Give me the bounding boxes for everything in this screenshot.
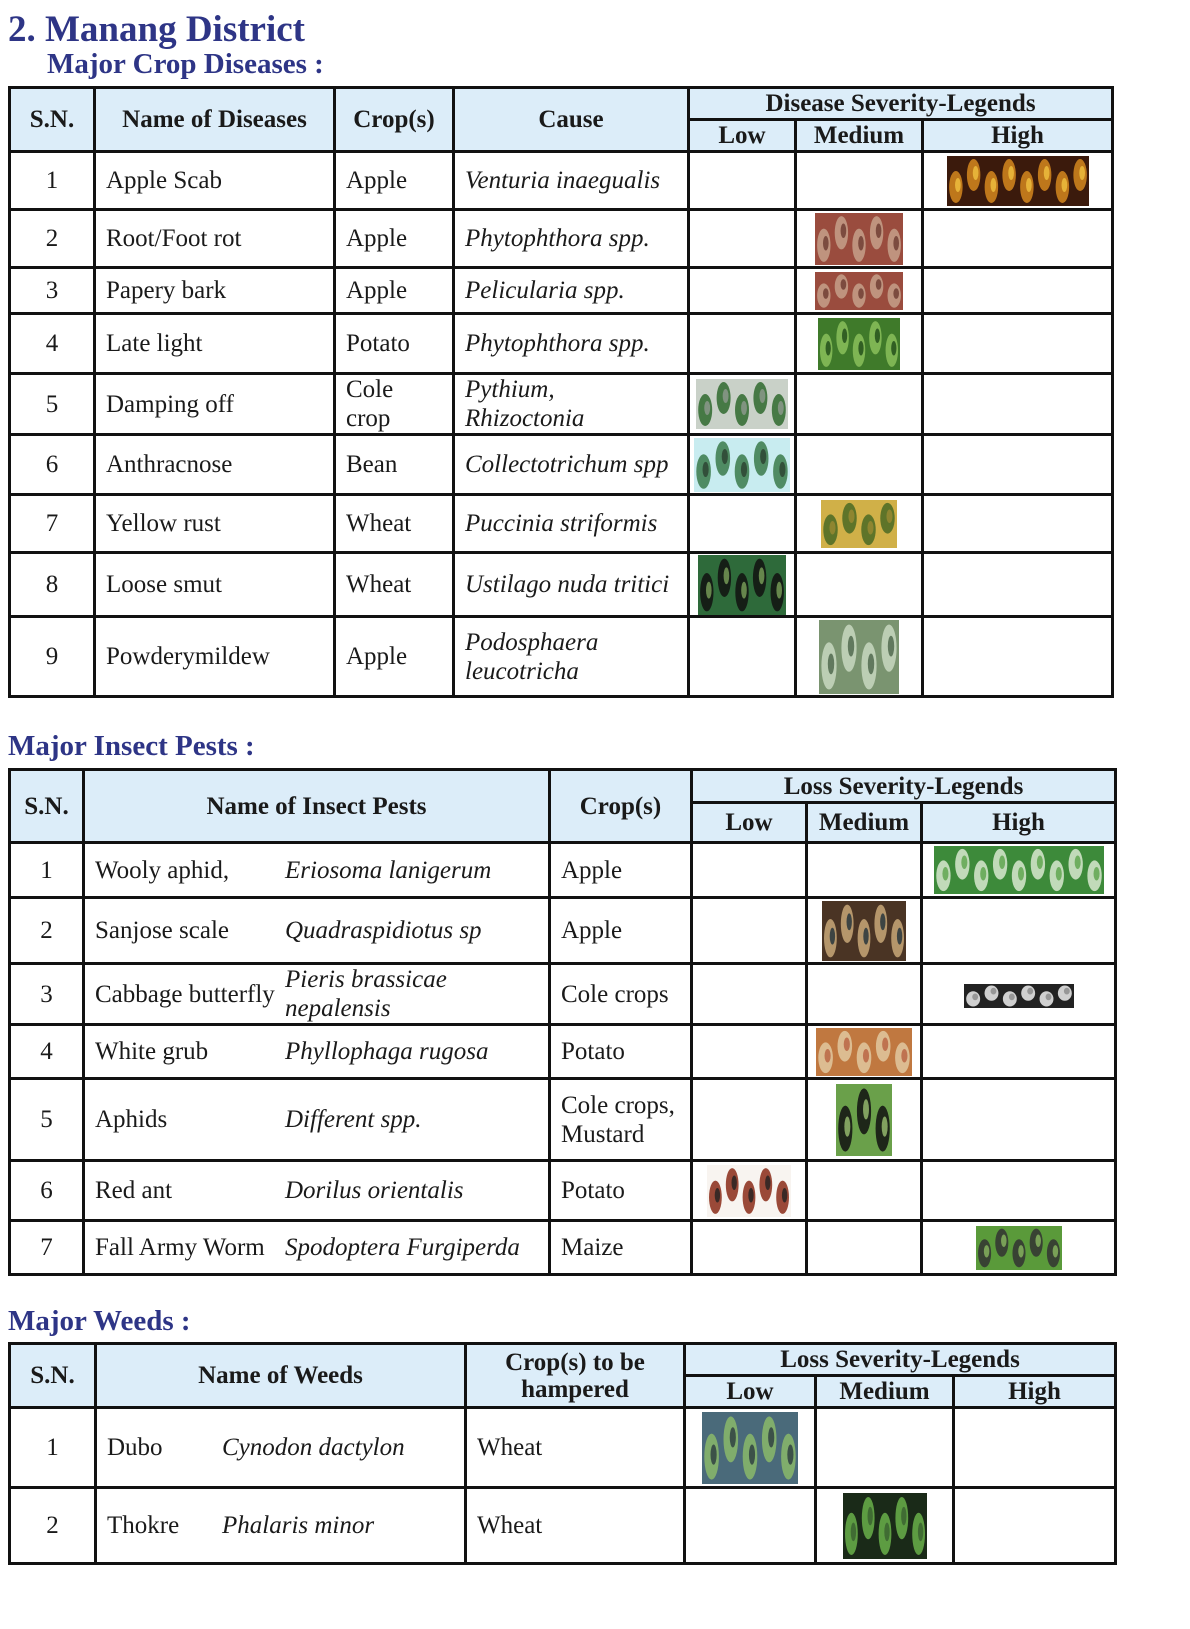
common-name: Sanjose scale [95,917,229,944]
common-name: Wooly aphid, [95,856,230,884]
severity-high-cell [922,1079,1116,1161]
col-low: Low [692,803,807,843]
row-sn: 7 [10,1221,84,1275]
col-sn: S.N. [10,1344,96,1408]
severity-low-cell [689,617,796,697]
col-sn: S.N. [10,88,95,152]
crop: Apple [335,210,454,268]
pod-photo-icon [694,438,790,492]
col-crop: Crop(s) [335,88,454,152]
scale-photo-icon [822,901,906,961]
row-sn: 2 [10,1488,96,1564]
blades-photo-icon [843,1493,927,1559]
pest-row [10,1221,1116,1275]
row-sn: 7 [10,495,95,553]
disease-name: Powderymildew [95,617,335,697]
weed-name [96,1488,466,1564]
common-name: Red ant [95,1177,173,1204]
crop: Cole crop [335,374,454,435]
row-sn: 6 [10,435,95,495]
row-sn: 2 [10,210,95,268]
cause: Collectotrichum spp [454,435,689,495]
weed-row [10,1488,1116,1564]
severity-medium-cell [807,964,922,1025]
row-sn: 5 [10,1079,84,1161]
severity-medium-cell [796,553,923,617]
row-sn: 8 [10,553,95,617]
bark-photo-icon [815,272,903,310]
severity-low-cell [685,1488,816,1564]
severity-low-cell [692,898,807,964]
severity-medium-cell [796,435,923,495]
cause: Puccinia striformis [454,495,689,553]
severity-low-cell [689,268,796,314]
crop: Cole crops [550,964,692,1025]
severity-high-cell [923,210,1113,268]
scientific-name: Phyllophaga rugosa [285,1038,489,1065]
severity-low-cell [689,374,796,435]
disease-name: Late light [95,314,335,374]
severity-low-cell [689,210,796,268]
grub-photo-icon [816,1028,912,1076]
disease-row [10,152,1113,210]
severity-low-cell [692,964,807,1025]
common-name: Fall Army Worm [95,1234,265,1261]
pest-row [10,843,1116,898]
col-sn: S.N. [10,770,84,843]
severity-high-cell [923,495,1113,553]
crop: Potato [335,314,454,374]
row-sn: 3 [10,268,95,314]
disease-name: Damping off [95,374,335,435]
pest-row [10,1025,1116,1079]
col-high: High [954,1376,1116,1408]
pest-row [10,964,1116,1025]
pest-row [10,1079,1116,1161]
crop: Apple [335,617,454,697]
butterfly-photo-icon [964,984,1074,1008]
severity-high-cell [954,1408,1116,1488]
row-sn: 5 [10,374,95,435]
bark-photo-icon [815,213,903,265]
severity-medium-cell [796,495,923,553]
pest-name [84,898,550,964]
weed-row [10,1408,1116,1488]
crop: Wheat [335,553,454,617]
disease-name: Anthracnose [95,435,335,495]
fruit-photo-icon [947,156,1089,206]
disease-row [10,268,1113,314]
diseases-heading: Major Crop Diseases : [47,48,324,80]
col-name: Name of Diseases [95,88,335,152]
ant-photo-icon [707,1165,791,1217]
severity-high-cell [922,1221,1116,1275]
pests-heading: Major Insect Pests : [8,730,255,762]
disease-row [10,435,1113,495]
common-name: Dubo [107,1434,163,1461]
disease-name: Papery bark [95,268,335,314]
scientific-name: Cynodon dactylon [222,1434,405,1461]
disease-row [10,617,1113,697]
col-cause: Cause [454,88,689,152]
crop: Bean [335,435,454,495]
cause: Pythium, Rhizoctonia [454,374,689,435]
severity-medium-cell [807,1221,922,1275]
disease-name: Root/Foot rot [95,210,335,268]
severity-high-cell [923,374,1113,435]
common-name: Aphids [95,1106,168,1133]
severity-low-cell [685,1408,816,1488]
scientific-name: Phalaris minor [222,1512,375,1539]
severity-low-cell [689,553,796,617]
col-severity: Loss Severity-Legends [685,1344,1116,1376]
severity-high-cell [923,435,1113,495]
row-sn: 1 [10,843,84,898]
severity-medium-cell [796,617,923,697]
col-crop: Crop(s) [550,770,692,843]
row-sn: 1 [10,152,95,210]
disease-name: Yellow rust [95,495,335,553]
pest-row [10,898,1116,964]
rust-photo-icon [821,500,897,548]
disease-row [10,495,1113,553]
crop: Apple [335,268,454,314]
pest-name [84,1025,550,1079]
row-sn: 2 [10,898,84,964]
severity-medium-cell [796,374,923,435]
pest-name [84,843,550,898]
severity-medium-cell [807,1161,922,1221]
crop: Apple [550,898,692,964]
col-severity: Disease Severity-Legends [689,88,1113,120]
col-medium: Medium [796,120,923,152]
severity-medium-cell [807,843,922,898]
crop: Apple [335,152,454,210]
severity-high-cell [922,898,1116,964]
severity-high-cell [922,1025,1116,1079]
cause: Ustilago nuda tritici [454,553,689,617]
crop: Apple [550,843,692,898]
severity-low-cell [692,1221,807,1275]
beetle-photo-icon [836,1084,892,1156]
cause: Phytophthora spp. [454,314,689,374]
severity-high-cell [923,152,1113,210]
severity-low-cell [689,435,796,495]
severity-low-cell [692,1161,807,1221]
row-sn: 1 [10,1408,96,1488]
severity-low-cell [689,314,796,374]
severity-high-cell [923,617,1113,697]
severity-medium-cell [807,1025,922,1079]
crop: Cole crops, Mustard [550,1079,692,1161]
pest-name [84,1221,550,1275]
severity-low-cell [692,1025,807,1079]
col-high: High [922,803,1116,843]
scientific-name: Eriosoma lanigerum [285,856,492,884]
crop: Potato [550,1161,692,1221]
disease-row [10,210,1113,268]
row-sn: 3 [10,964,84,1025]
severity-high-cell [954,1488,1116,1564]
scientific-name: Pieris brassicae nepalensis [285,966,447,1022]
severity-low-cell [692,843,807,898]
severity-high-cell [923,268,1113,314]
grass-photo-icon [702,1412,798,1484]
cause: Venturia inaegualis [454,152,689,210]
row-sn: 6 [10,1161,84,1221]
disease-row [10,553,1113,617]
col-crop: Crop(s) to be hampered [466,1344,685,1408]
crop: Wheat [335,495,454,553]
scientific-name: Spodoptera Furgiperda [285,1234,520,1261]
common-name: Thokre [107,1512,180,1539]
weeds-table [8,1342,1117,1565]
scientific-name: Quadraspidiotus sp [285,917,482,944]
crop: Maize [550,1221,692,1275]
severity-high-cell [923,553,1113,617]
severity-high-cell [923,314,1113,374]
aphid-photo-icon [934,846,1104,894]
scientific-name: Different spp. [285,1106,422,1133]
leaf-photo-icon [818,318,900,370]
pests-table [8,768,1117,1276]
crop: Potato [550,1025,692,1079]
pest-name [84,1161,550,1221]
crop: Wheat [466,1408,685,1488]
severity-low-cell [689,152,796,210]
severity-medium-cell [807,1079,922,1161]
worm-photo-icon [976,1226,1062,1270]
smut-photo-icon [698,555,786,615]
seedling-photo-icon [696,379,788,429]
severity-high-cell [922,1161,1116,1221]
col-high: High [923,120,1113,152]
severity-medium-cell [796,152,923,210]
severity-low-cell [689,495,796,553]
severity-medium-cell [796,314,923,374]
district-heading: 2. Manang District [8,9,305,50]
severity-medium-cell [816,1488,954,1564]
col-medium: Medium [816,1376,954,1408]
col-severity: Loss Severity-Legends [692,770,1116,803]
crop: Wheat [466,1488,685,1564]
col-name: Name of Weeds [96,1344,466,1408]
cause: Podosphaera leucotricha [454,617,689,697]
disease-name: Loose smut [95,553,335,617]
diseases-table [8,86,1114,698]
pest-name [84,964,550,1025]
severity-low-cell [692,1079,807,1161]
weeds-heading: Major Weeds : [8,1305,191,1337]
pest-name [84,1079,550,1161]
row-sn: 9 [10,617,95,697]
cause: Pelicularia spp. [454,268,689,314]
disease-name: Apple Scab [95,152,335,210]
col-medium: Medium [807,803,922,843]
mildew-photo-icon [819,620,899,694]
row-sn: 4 [10,314,95,374]
severity-medium-cell [816,1408,954,1488]
severity-medium-cell [796,210,923,268]
severity-high-cell [922,843,1116,898]
severity-high-cell [922,964,1116,1025]
col-low: Low [685,1376,816,1408]
severity-medium-cell [796,268,923,314]
col-low: Low [689,120,796,152]
row-sn: 4 [10,1025,84,1079]
common-name: White grub [95,1038,209,1065]
cause: Phytophthora spp. [454,210,689,268]
pest-row [10,1161,1116,1221]
common-name: Cabbage butterfly [95,980,275,1008]
col-name: Name of Insect Pests [84,770,550,843]
scientific-name: Dorilus orientalis [285,1177,464,1204]
weed-name [96,1408,466,1488]
disease-row [10,314,1113,374]
disease-row [10,374,1113,435]
severity-medium-cell [807,898,922,964]
